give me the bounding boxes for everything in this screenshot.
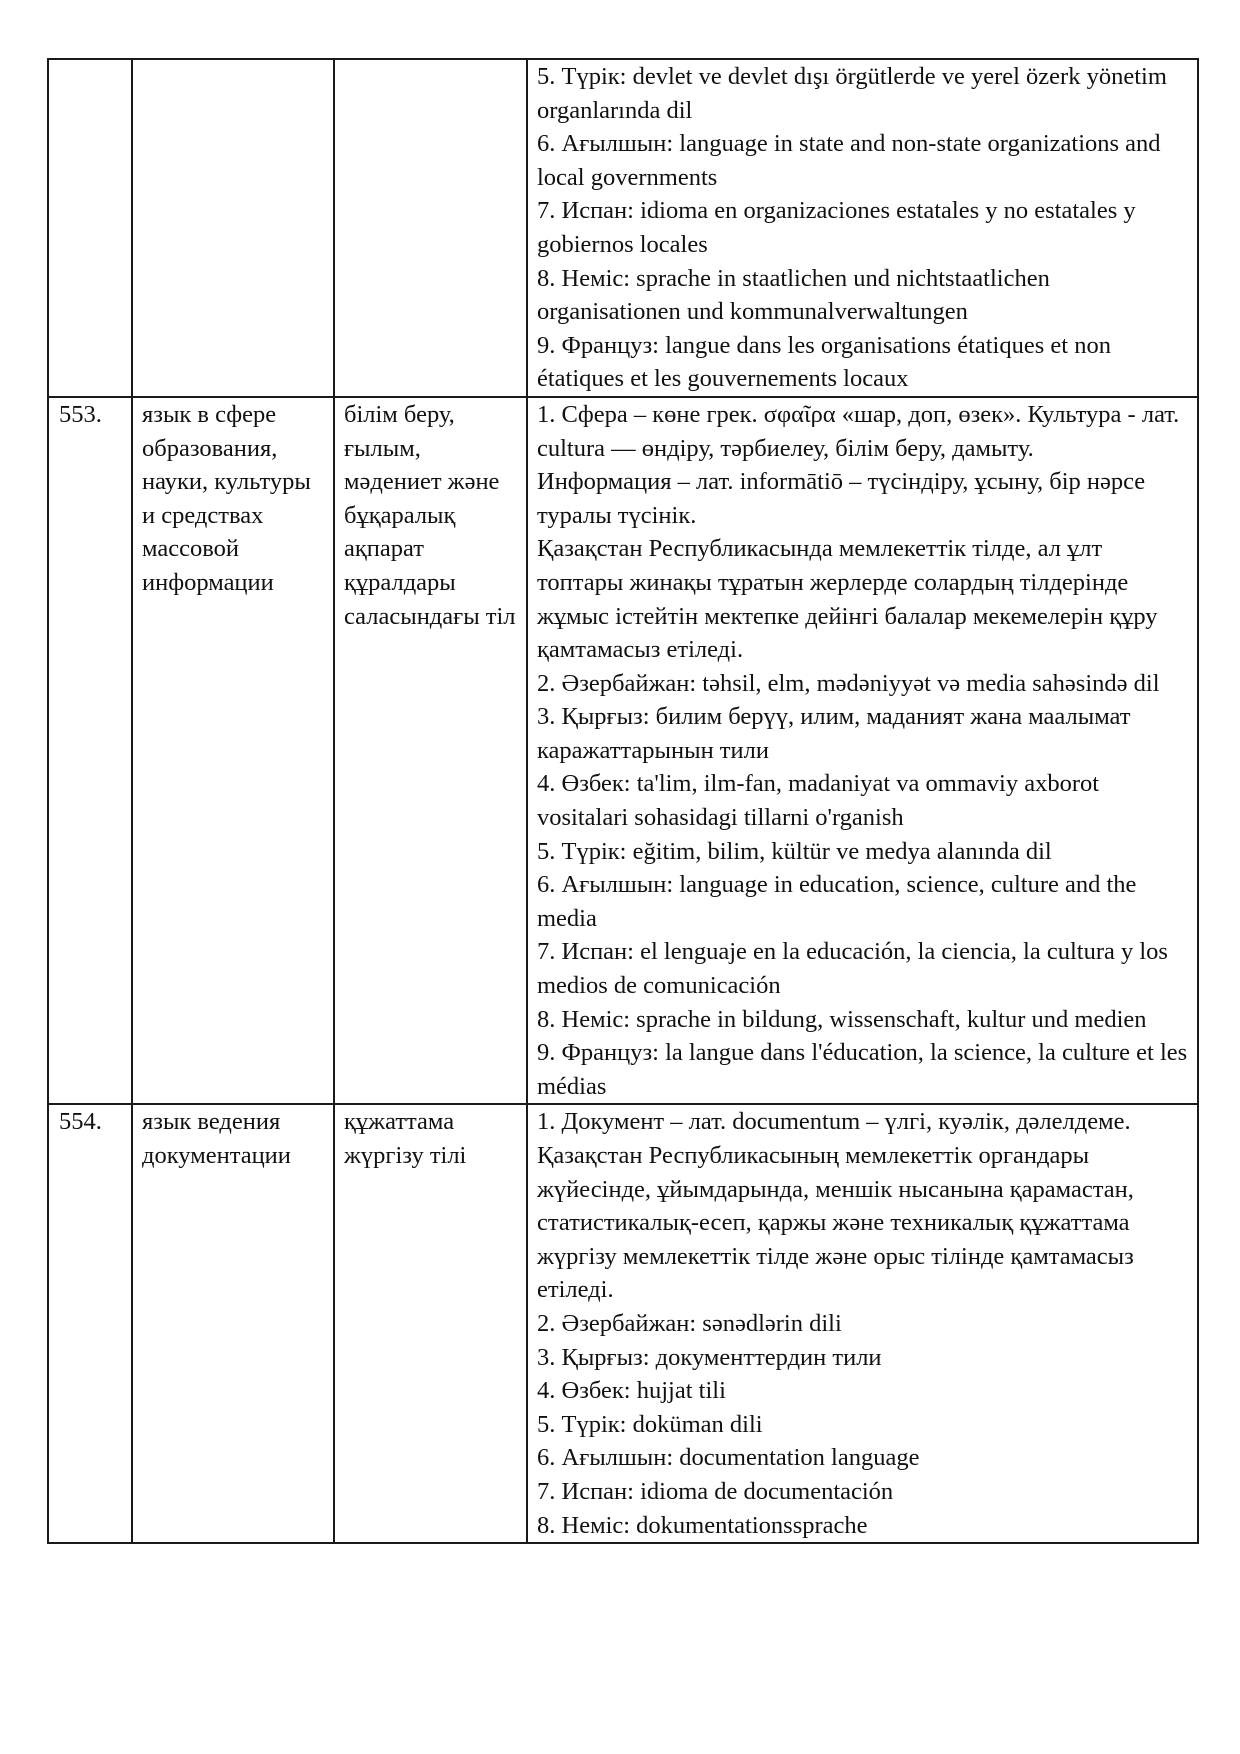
- description-line: 5. Түрік: devlet ve devlet dışı örgütlerde ve yerel özerk yönetim organlarında dil: [537, 63, 1167, 124]
- term-description: [527, 397, 1198, 1104]
- table-row: [48, 397, 1198, 1104]
- description-line: 4. Өзбек: hujjat tili: [537, 1377, 726, 1405]
- row-number: 554.: [48, 1104, 132, 1543]
- row-number: [48, 59, 132, 397]
- term-kazakh: білім беру, ғылым, мәдениет және бұқаралық ақпарат құралдары саласындағы тіл: [334, 397, 527, 1104]
- description-line: 7. Испан: el lenguaje en la educación, la ciencia, la cultura y los medios de comunicación: [537, 938, 1168, 1000]
- description-line: 3. Қырғыз: документтердин тили: [537, 1343, 882, 1371]
- description-line: 3. Қырғыз: билим берүү, илим, маданият жана маалымат каражаттарынын тили: [537, 703, 1131, 764]
- term-kazakh: [334, 59, 527, 397]
- table-row: [48, 59, 1198, 397]
- document-page: [47, 58, 1197, 1544]
- description-line: 8. Неміс: sprache in bildung, wissenschaft, kultur und medien: [537, 1005, 1147, 1033]
- description-line: 5. Түрік: eğitim, bilim, kültür ve medya alanında dil: [537, 837, 1052, 865]
- term-russian: язык в сфере образования, науки, культуры и средствах массовой информации: [132, 397, 334, 1104]
- description-line: 2. Әзербайжан: təhsil, elm, mədəniyyət və media sahəsində dil: [537, 669, 1160, 697]
- description-line: 6. Ағылшын: language in state and non-state organizations and local governments: [537, 130, 1161, 191]
- description-line: 1. Сфера – көне грек. σφαῖρα «шар, доп, өзек». Культура - лат. cultura — өндіру, тәрбиелеу, білім беру, дамыту.: [537, 400, 1180, 462]
- description-line: 5. Түрік: doküman dili: [537, 1410, 763, 1438]
- term-description: [527, 59, 1198, 397]
- term-russian: язык ведения документации: [132, 1104, 334, 1543]
- term-kazakh: құжаттама жүргізу тілі: [334, 1104, 527, 1543]
- description-line: 7. Испан: idioma de documentación: [537, 1477, 894, 1505]
- description-line: Информация – лат. informātiō – түсіндіру, ұсыну, бір нәрсе туралы түсінік.: [537, 468, 1146, 529]
- term-russian: [132, 59, 334, 397]
- description-line: 2. Әзербайжан: sənədlərin dili: [537, 1309, 842, 1337]
- row-number: 553.: [48, 397, 132, 1104]
- table-row: [48, 1104, 1198, 1543]
- description-line: Қазақстан Республикасының мемлекеттік органдары жүйесінде, ұйымдарында, меншік нысанына қарамастан, статистикалық-есеп, қаржы және техникалық құжаттама жүргізу мемлекеттік тілде және орыс тілінде қамтамасыз етіледі.: [537, 1142, 1134, 1304]
- description-line: 9. Француз: langue dans les organisations étatiques et non étatiques et les gouvernements locaux: [537, 331, 1111, 393]
- description-line: 7. Испан: idioma en organizaciones estatales y no estatales y gobiernos locales: [537, 197, 1136, 258]
- description-line: 6. Ағылшын: documentation language: [537, 1444, 920, 1472]
- terminology-table: [47, 58, 1199, 1544]
- description-line: 1. Документ – лат. documentum – үлгі, куәлік, дәлелдеме.: [537, 1108, 1131, 1136]
- description-line: 9. Француз: la langue dans l'éducation, la science, la culture et les médias: [537, 1039, 1188, 1100]
- description-line: 4. Өзбек: ta'lim, ilm-fan, madaniyat va ommaviy axborot vositalari sohasidagi tillarni o'rganish: [537, 770, 1100, 832]
- description-line: 6. Ағылшын: language in education, science, culture and the media: [537, 871, 1137, 932]
- description-line: 8. Неміс: sprache in staatlichen und nichtstaatlichen organisationen und kommunalverwaltungen: [537, 264, 1050, 326]
- term-description: [527, 1104, 1198, 1543]
- description-line: 8. Неміс: dokumentationssprache: [537, 1511, 868, 1539]
- description-line: Қазақстан Республикасында мемлекеттік тілде, ал ұлт топтары жинақы тұратын жерлерде солардың тілдерінде жұмыс істейтін мектепке дейінгі балалар мекемелерін құру қамтамасыз етіледі.: [537, 535, 1158, 664]
